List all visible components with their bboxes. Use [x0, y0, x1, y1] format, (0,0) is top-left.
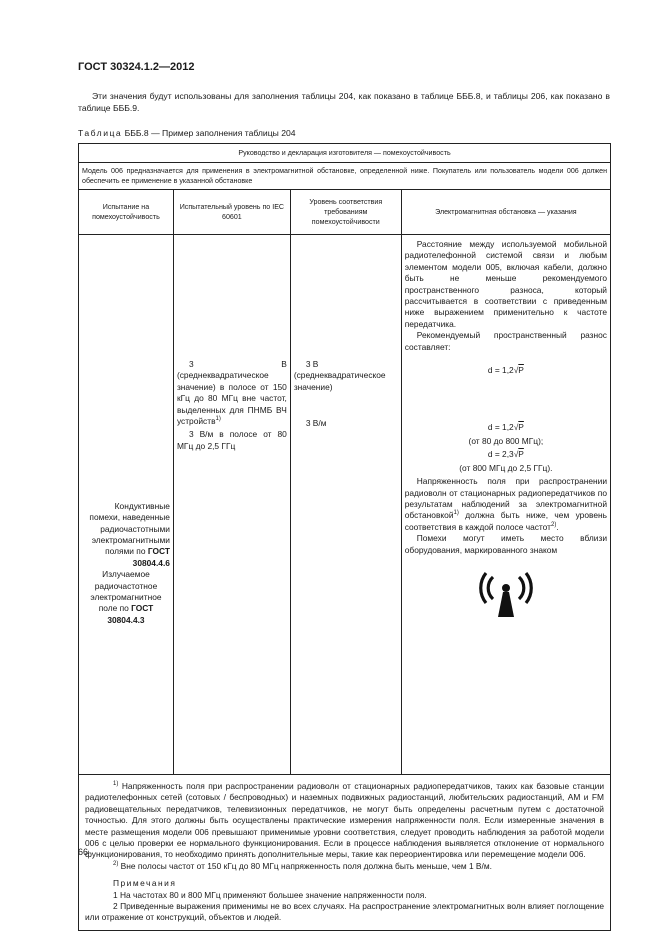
table-caption	[78, 128, 296, 138]
table-notes	[79, 775, 611, 931]
env-paragraph-2: Рекомендуемый пространственный разнос составляет:	[404, 330, 607, 352]
env-paragraph-3: Напряженность поля при распространении радиоволн от стационарных радиопередатчиков по результатам наблюдений за электромагнитной обстановкой$^{1)}$ должна быть ниже, чем уровень соответствия в каждой полосе частот$^{2)}$.	[404, 476, 607, 532]
compliance-radiated: 3 В/м	[305, 418, 327, 429]
caption-prefix: Таблица	[78, 128, 123, 138]
footnote-1: $^{1)}$ Напряженность поля при распространении радиоволн от стационарных радиопередатчиков, таких как базовые станции радиотелефонных сетей (сотовых / беспроводных) и наземных подвижных радиостанций, любительских радиостанций, AM и FM радиовещательных передатчиков, телевизионных передатчиков, не могут быть определены расчетным путем с достаточной точностью. Для этого должны быть осуществлены практические измерения напряженности поля. Если измеренные значения в месте размещения модели 006 превышают применимые уровни соответствия, следует проводить наблюдения за работой модели 006 с целью проверки ее нормального функционирования. Если в процессе наблюдения выявляется отклонение от нормального функционирования, то необходимо принять дополнительные меры, такие как переориентировка или перемещение модели 006.	[85, 781, 604, 860]
page-number: 66	[78, 847, 89, 857]
col-header-compliance: Уровень соответствия требованиям помехоустойчивости	[290, 190, 401, 235]
formula-1: d = 1,2√P	[487, 365, 524, 376]
compliance-cell	[290, 235, 401, 775]
level-cell	[173, 235, 290, 775]
note-1: 1 На частотах 80 и 800 МГц применяют большее значение напряженности поля.	[113, 889, 427, 900]
table-title: Руководство и декларация изготовителя — помехоустойчивость	[79, 144, 611, 163]
footnote-2: $^{2)}$ Вне полосы частот от 150 кГц до 80 МГц напряженность поля должна быть меньше, чем 1 В/м.	[113, 860, 492, 871]
env-paragraph-1: Расстояние между используемой мобильной радиотелефонной системой связи и любым элементом модели 005, включая кабели, должно быть не меньше рекомендуемого пространственного разноса, который рассчитывается в соответствии с приведенным ниже выражением применительно к частоте передатчика.	[404, 239, 607, 329]
env-paragraph-4: Помехи могут иметь место вблизи оборудования, маркированного знаком	[404, 533, 607, 555]
level-radiated: 3 В/м в полосе от 80 МГц до 2,5 ГГц	[176, 429, 287, 451]
compliance-conducted: 3 В (среднеквадратическое значение)	[293, 359, 386, 392]
notes-title: Примечания	[113, 878, 177, 889]
col-header-level: Испытательный уровень по IEC 60601	[173, 190, 290, 235]
document-header: ГОСТ 30324.1.2—2012	[78, 61, 195, 73]
formula-2: d = 1,2√P	[487, 422, 524, 433]
non-ionizing-radiation-icon	[405, 568, 607, 623]
formula-2-note: (от 80 до 800 МГц);	[468, 435, 544, 446]
caption-rest: БББ.8 — Пример заполнения таблицы 204	[122, 128, 296, 138]
environment-cell	[401, 235, 610, 775]
intro-paragraph: Эти значения будут использованы для заполнения таблицы 204, как показано в таблице БББ.8, и таблицы 206, как показано в таблице БББ.9.	[78, 91, 610, 114]
note-2: 2 Приведенные выражения применимы не во всех случаях. На распространение электромагнитных волн влияет поглощение или отражение от конструкций, объектов и людей.	[85, 901, 604, 923]
test-radiated: Излучаемое радиочастотное электромагнитное поле по ГОСТ 30804.4.3	[90, 569, 162, 625]
formula-3: d = 2,3√P	[487, 449, 524, 460]
level-conducted: 3 В (среднеквадратическое значение) в полосе от 150 кГц до 80 МГц вне частот, выделенных для ПНМБ ВЧ устройств$^{1)}$	[176, 359, 287, 427]
col-header-environment: Электромагнитная обстановка — указания	[401, 190, 610, 235]
test-conducted: Кондуктивные помехи, наведенные радиочастотными электромагнитными полями по ГОСТ 30804.4.6	[89, 500, 170, 568]
table-subtitle: Модель 006 предназначается для применения в электромагнитной обстановке, определенной ниже. Покупатель или пользователь модели 006 должен обеспечить ее применение в указанной обстановке	[79, 163, 611, 190]
formula-3-note: (от 800 МГц до 2,5 ГГц).	[459, 462, 553, 473]
test-cell	[79, 235, 174, 775]
immunity-table	[78, 143, 611, 931]
col-header-test: Испытание на помехоустойчивость	[79, 190, 174, 235]
